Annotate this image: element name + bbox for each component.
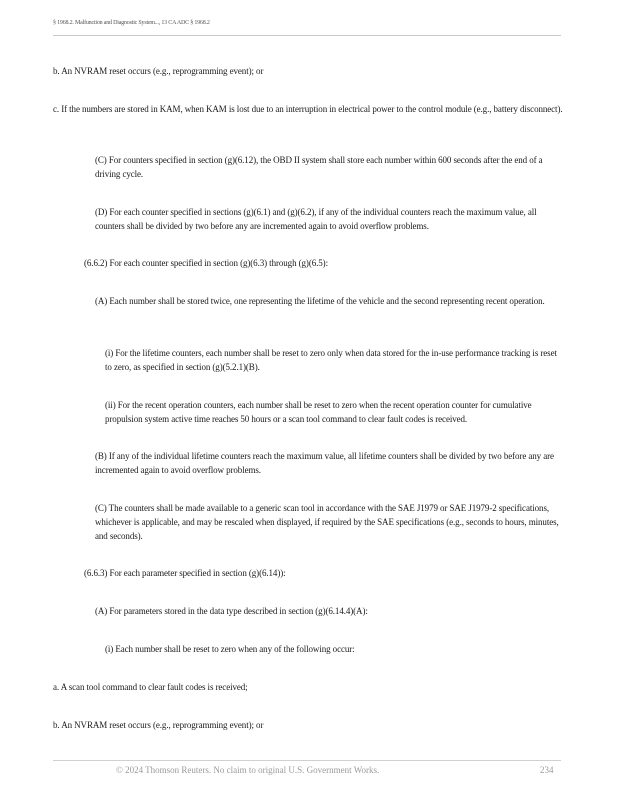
- paragraph-lifetime-overflow: (B) If any of the individual lifetime counters reach the maximum value, all lifetime counters shall be divided by two before any are incremented again to avoid overflow problems.: [95, 451, 554, 475]
- paragraph-data-type: (A) For parameters stored in the data type described in section (g)(6.14.4)(A):: [95, 606, 368, 616]
- paragraph-6-6-3: (6.6.3) For each parameter specified in section (g)(6.14)):: [84, 568, 286, 578]
- paragraph-reset-conditions: (i) Each number shall be reset to zero when any of the following occur:: [105, 644, 355, 654]
- paragraph-recent-counters: (ii) For the recent operation counters, each number shall be reset to zero when the recent operation counter for cumulative propulsion system active time reaches 50 hours or a scan tool command to clear fault codes is received.: [105, 400, 532, 424]
- paragraph-kam-lost: c. If the numbers are stored in KAM, when KAM is lost due to an interruption in electrical power to the control module (e.g., battery disconnect).: [53, 104, 563, 114]
- running-header: § 1968.2. Malfunction and Diagnostic System..., 13 CA ADC § 1968.2: [53, 20, 210, 26]
- page-number: 234: [540, 765, 554, 775]
- paragraph-scan-tool-availability: (C) The counters shall be made available to a generic scan tool in accordance with the SAE J1979 or SAE J1979-2 specifications, whichever is applicable, and may be rescaled when displayed, if required by the SAE specifications (e.g., seconds to hours, minutes, and seconds).: [95, 503, 559, 541]
- footer-copyright: © 2024 Thomson Reuters. No claim to original U.S. Government Works.: [116, 765, 380, 775]
- paragraph-nvram-reset: b. An NVRAM reset occurs (e.g., reprogramming event); or: [53, 66, 264, 76]
- paragraph-clear-fault-codes: a. A scan tool command to clear fault codes is received;: [53, 682, 248, 692]
- paragraph-lifetime-counters: (i) For the lifetime counters, each number shall be reset to zero only when data stored for the in-use performance tracking is reset to zero, as specified in section (g)(5.2.1)(B).: [105, 348, 557, 372]
- paragraph-counters-6-12: (C) For counters specified in section (g)(6.12), the OBD II system shall store each number within 600 seconds after the end of a driving cycle.: [95, 155, 543, 179]
- paragraph-6-6-2: (6.6.2) For each counter specified in section (g)(6.3) through (g)(6.5):: [84, 258, 328, 268]
- paragraph-nvram-reset-repeat: b. An NVRAM reset occurs (e.g., reprogramming event); or: [53, 720, 264, 730]
- header-divider: [53, 35, 561, 36]
- footer-divider: [53, 760, 561, 761]
- paragraph-counters-overflow: (D) For each counter specified in sections (g)(6.1) and (g)(6.2), if any of the individual counters reach the maximum value, all counters shall be divided by two before any are incremented again to avoid overflow problems.: [95, 207, 537, 231]
- paragraph-stored-twice: (A) Each number shall be stored twice, one representing the lifetime of the vehicle and the second representing recent operation.: [95, 296, 545, 306]
